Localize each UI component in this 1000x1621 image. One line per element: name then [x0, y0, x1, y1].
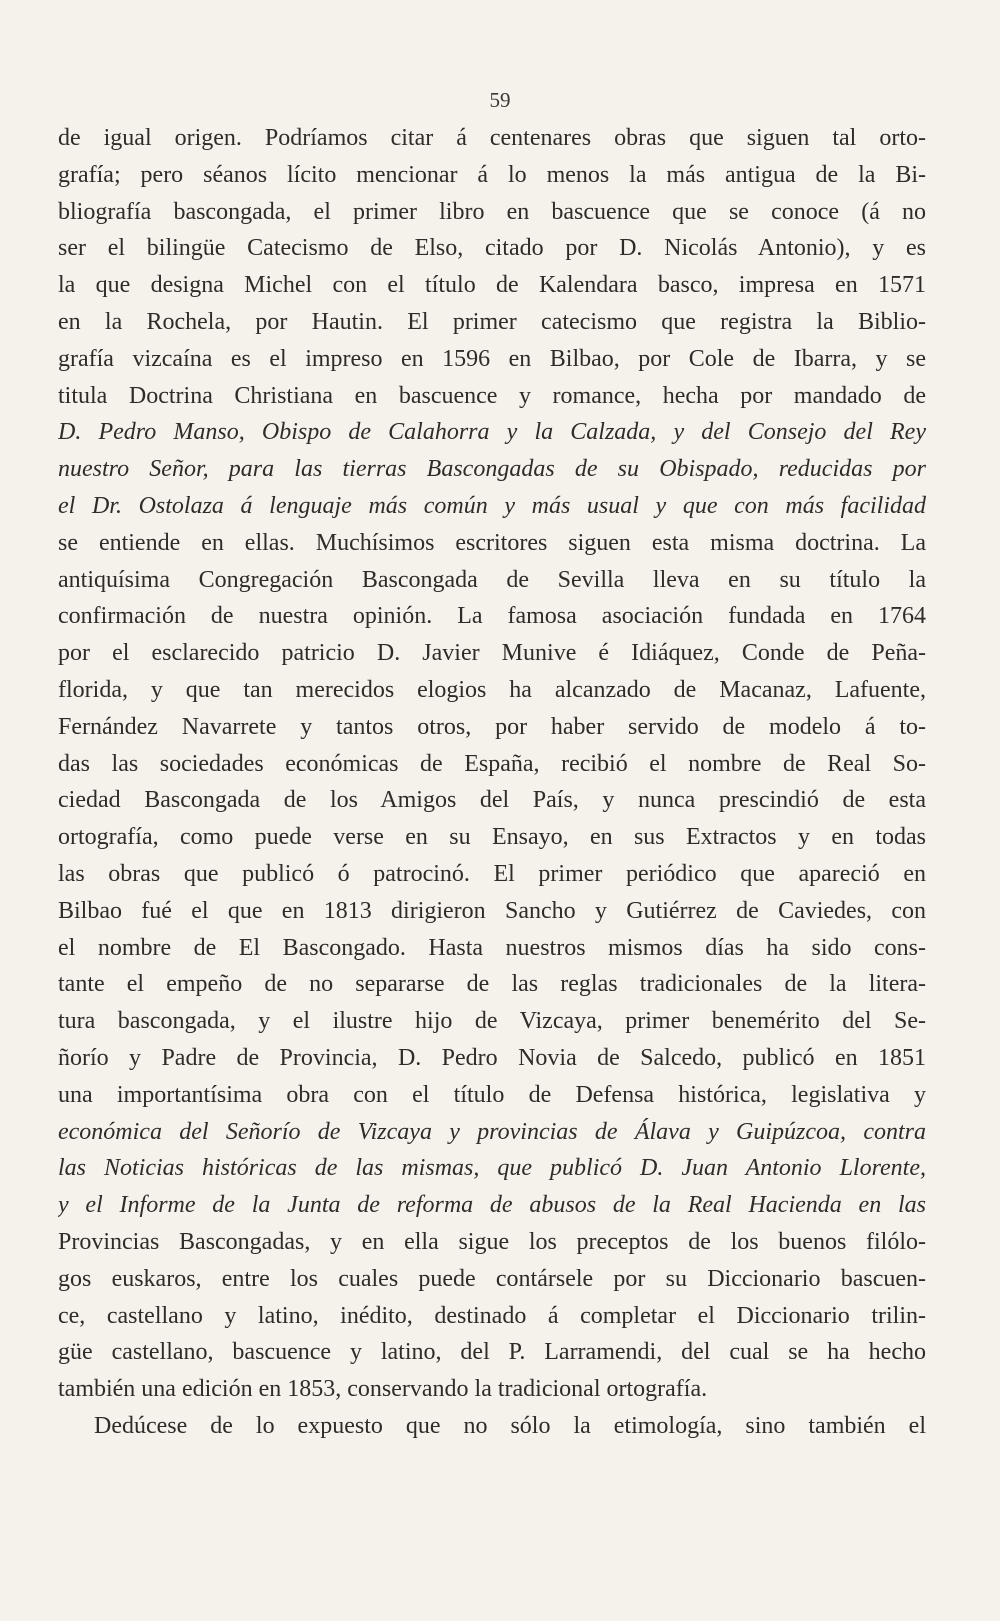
text-line: el nombre de El Bascongado. Hasta nuestros mismos días ha sido cons- — [58, 934, 926, 961]
page-number: 59 — [489, 88, 511, 112]
text-line: ciedad Bascongada de los Amigos del País, y nunca prescindió de esta — [58, 787, 926, 814]
text-line: grafía vizcaína es el impreso en 1596 en Bilbao, por Cole de Ibarra, y se — [58, 345, 926, 372]
text-line-italic: económica del Señorío de Vizcaya y provincias de Álava y Guipúzcoa, contra — [58, 1118, 926, 1145]
text-line: ñorío y Padre de Provincia, D. Pedro Novia de Salcedo, publicó en 1851 — [58, 1044, 926, 1071]
text-line: bliografía bascongada, el primer libro en bascuence que se conoce (á no — [58, 198, 926, 225]
paragraph-first-line: Dedúcese de lo expuesto que no sólo la etimología, sino también el — [94, 1412, 926, 1439]
text-line-italic: y el Informe de la Junta de reforma de abusos de la Real Hacienda en las — [58, 1192, 926, 1219]
text-line: confirmación de nuestra opinión. La famosa asociación fundada en 1764 — [58, 603, 926, 630]
text-line: titula Doctrina Christiana en bascuence y romance, hecha por mandado de — [58, 382, 926, 409]
text-line: ser el bilingüe Catecismo de Elso, citado por D. Nicolás Antonio), y es — [58, 235, 926, 262]
text-line: tura bascongada, y el ilustre hijo de Vizcaya, primer benemérito del Se- — [58, 1008, 926, 1035]
text-line-italic: D. Pedro Manso, Obispo de Calahorra y la Calzada, y del Consejo del Rey — [58, 419, 926, 446]
text-line: también una edición en 1853, conservando la tradicional ortografía. — [58, 1376, 708, 1403]
text-line: se entiende en ellas. Muchísimos escritores siguen esta misma doctrina. La — [58, 529, 926, 556]
text-line: por el esclarecido patricio D. Javier Munive é Idiáquez, Conde de Peña- — [58, 640, 926, 667]
text-line: gos euskaros, entre los cuales puede contársele por su Diccionario bascuen- — [58, 1265, 926, 1292]
text-line: tante el empeño de no separarse de las reglas tradicionales de la litera- — [58, 971, 926, 998]
text-line: grafía; pero séanos lícito mencionar á lo menos la más antigua de la Bi- — [58, 161, 926, 188]
text-line: florida, y que tan merecidos elogios ha alcanzado de Macanaz, Lafuente, — [58, 676, 926, 703]
text-line: en la Rochela, por Hautin. El primer catecismo que registra la Biblio- — [58, 308, 926, 335]
text-line: ortografía, como puede verse en su Ensayo, en sus Extractos y en todas — [58, 824, 926, 851]
text-line-italic: el Dr. Ostolaza á lenguaje más común y más usual y que con más facilidad — [58, 492, 926, 519]
text-line-italic: nuestro Señor, para las tierras Bascongadas de su Obispado, reducidas por — [58, 456, 926, 483]
text-line: Fernández Navarrete y tantos otros, por haber servido de modelo á to- — [58, 713, 926, 740]
text-line: güe castellano, bascuence y latino, del P. Larramendi, del cual se ha hecho — [58, 1339, 926, 1366]
text-line-italic: las Noticias históricas de las mismas, que publicó D. Juan Antonio Llorente, — [58, 1155, 926, 1182]
body-text — [58, 120, 926, 1445]
text-line: ce, castellano y latino, inédito, destinado á completar el Diccionario trilin- — [58, 1302, 926, 1329]
text-line: una importantísima obra con el título de Defensa histórica, legislativa y — [58, 1081, 926, 1108]
text-line: Bilbao fué el que en 1813 dirigieron Sancho y Gutiérrez de Caviedes, con — [58, 897, 926, 924]
text-line: Provincias Bascongadas, y en ella sigue los preceptos de los buenos filólo- — [58, 1228, 926, 1255]
text-line: de igual origen. Podríamos citar á centenares obras que siguen tal orto- — [58, 125, 926, 151]
text-line: antiquísima Congregación Bascongada de Sevilla lleva en su título la — [58, 566, 926, 593]
text-line: las obras que publicó ó patrocinó. El primer periódico que apareció en — [58, 860, 926, 887]
text-line: la que designa Michel con el título de Kalendara basco, impresa en 1571 — [58, 272, 926, 299]
text-line: das las sociedades económicas de España, recibió el nombre de Real So- — [58, 750, 926, 777]
